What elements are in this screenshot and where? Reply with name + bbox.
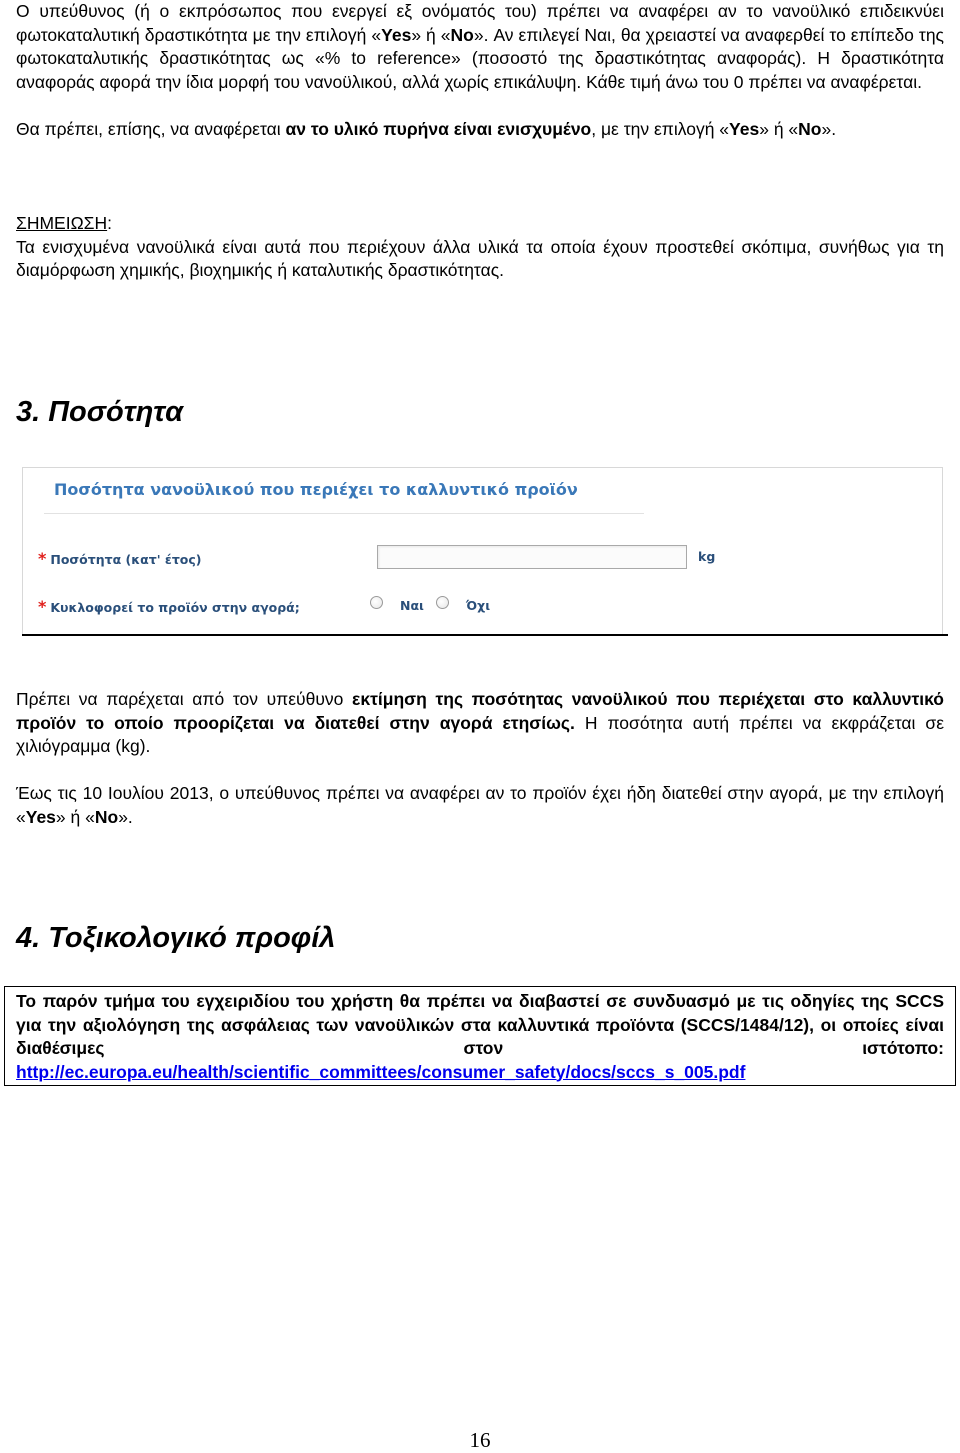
core-material-paragraph: Θα πρέπει, επίσης, να αναφέρεται αν το υλικό πυρήνα είναι ενισχυμένο, με την επιλογή «Yes» ή «No». — [16, 119, 837, 139]
sccs-note-text: Το παρόν τμήμα του εγχειριδίου του χρήστη θα πρέπει να διαβαστεί σε συνδυασμό με τις οδηγίες της SCCS για την αξιολόγηση της ασφάλειας των νανοϋλικών στα καλλυντικά προϊόντα (SCCS/1484/12), οι οποίες είναι διαθέσιμες στον ιστότοπο: http://ec.europa.eu/health/scientific_committees/consumer_safety/docs/sccs_s_005.pdf — [16, 991, 944, 1082]
unit-label: kg — [698, 549, 716, 564]
section-4-heading: 4. Τοξικολογικό προφίλ — [16, 922, 336, 954]
required-mark: * — [38, 549, 47, 568]
quantity-input[interactable] — [377, 545, 687, 569]
sccs-guidance-link[interactable]: http://ec.europa.eu/health/scientific_committees/consumer_safety/docs/sccs_s_005.pdf — [16, 1061, 746, 1082]
section-3-heading: 3. Ποσότητα — [16, 396, 184, 428]
market-yes-label[interactable]: Ναι — [400, 598, 424, 613]
note-label: ΣΗΜΕΙΩΣΗ — [16, 213, 108, 233]
market-no-label[interactable]: Όχι — [466, 598, 491, 613]
quantity-label: * Ποσότητα (κατ' έτος) — [38, 549, 202, 568]
note-paragraph: ΣΗΜΕΙΩΣΗ: Τα ενισχυμένα νανοϋλικά είναι αυτά που περιέχουν άλλα υλικά τα οποία έχουν προστεθεί σκόπιμα, συνήθως για τη διαμόρφωση χημικής, βιοχημικής ή καταλυτικής δραστικότητας. — [16, 213, 944, 280]
quantity-paragraph: Πρέπει να παρέχεται από τον υπεύθυνο εκτίμηση της ποσότητας νανοϋλικού που περιέχεται στο καλλυντικό προϊόν το οποίο προορίζεται να διατεθεί στην αγορά ετησίως. Η ποσότητα αυτή πρέπει να εκφράζεται σε χιλιόγραμμα (kg). — [16, 689, 944, 756]
market-no-radio[interactable] — [436, 596, 449, 609]
quantity-form — [22, 467, 943, 635]
market-yes-radio[interactable] — [370, 596, 383, 609]
intro-paragraph: Ο υπεύθυνος (ή ο εκπρόσωπος που ενεργεί εξ ονόματός του) πρέπει να αναφέρει αν το νανοϋλικό επιδεικνύει φωτοκαταλυτική δραστικότητα με την επιλογή «Yes» ή «No». Αν επιλεγεί Ναι, θα χρειαστεί να αναφερθεί το επίπεδο της φωτοκαταλυτικής δραστικότητας ως «% to reference» (ποσοστό της δραστικότητας αναφοράς). Η δραστικότητα αναφοράς αφορά την ίδια μορφή του νανοϋλικού, αλλά χωρίς επικάλυψη. Κάθε τιμή άνω του 0 πρέπει να αναφέρεται. — [16, 1, 944, 92]
market-paragraph: Έως τις 10 Ιουλίου 2013, ο υπεύθυνος πρέπει να αναφέρει αν το προϊόν έχει ήδη διατεθεί στην αγορά, με την επιλογή «Yes» ή «No». — [16, 783, 944, 827]
page-number: 16 — [469, 1428, 491, 1452]
required-mark: * — [38, 597, 47, 616]
form-bottom-rule — [22, 634, 948, 636]
market-label: * Κυκλοφορεί το προϊόν στην αγορά; — [38, 597, 300, 616]
form-legend: Ποσότητα νανοϋλικού που περιέχει το καλλυντικό προϊόν — [54, 480, 578, 499]
